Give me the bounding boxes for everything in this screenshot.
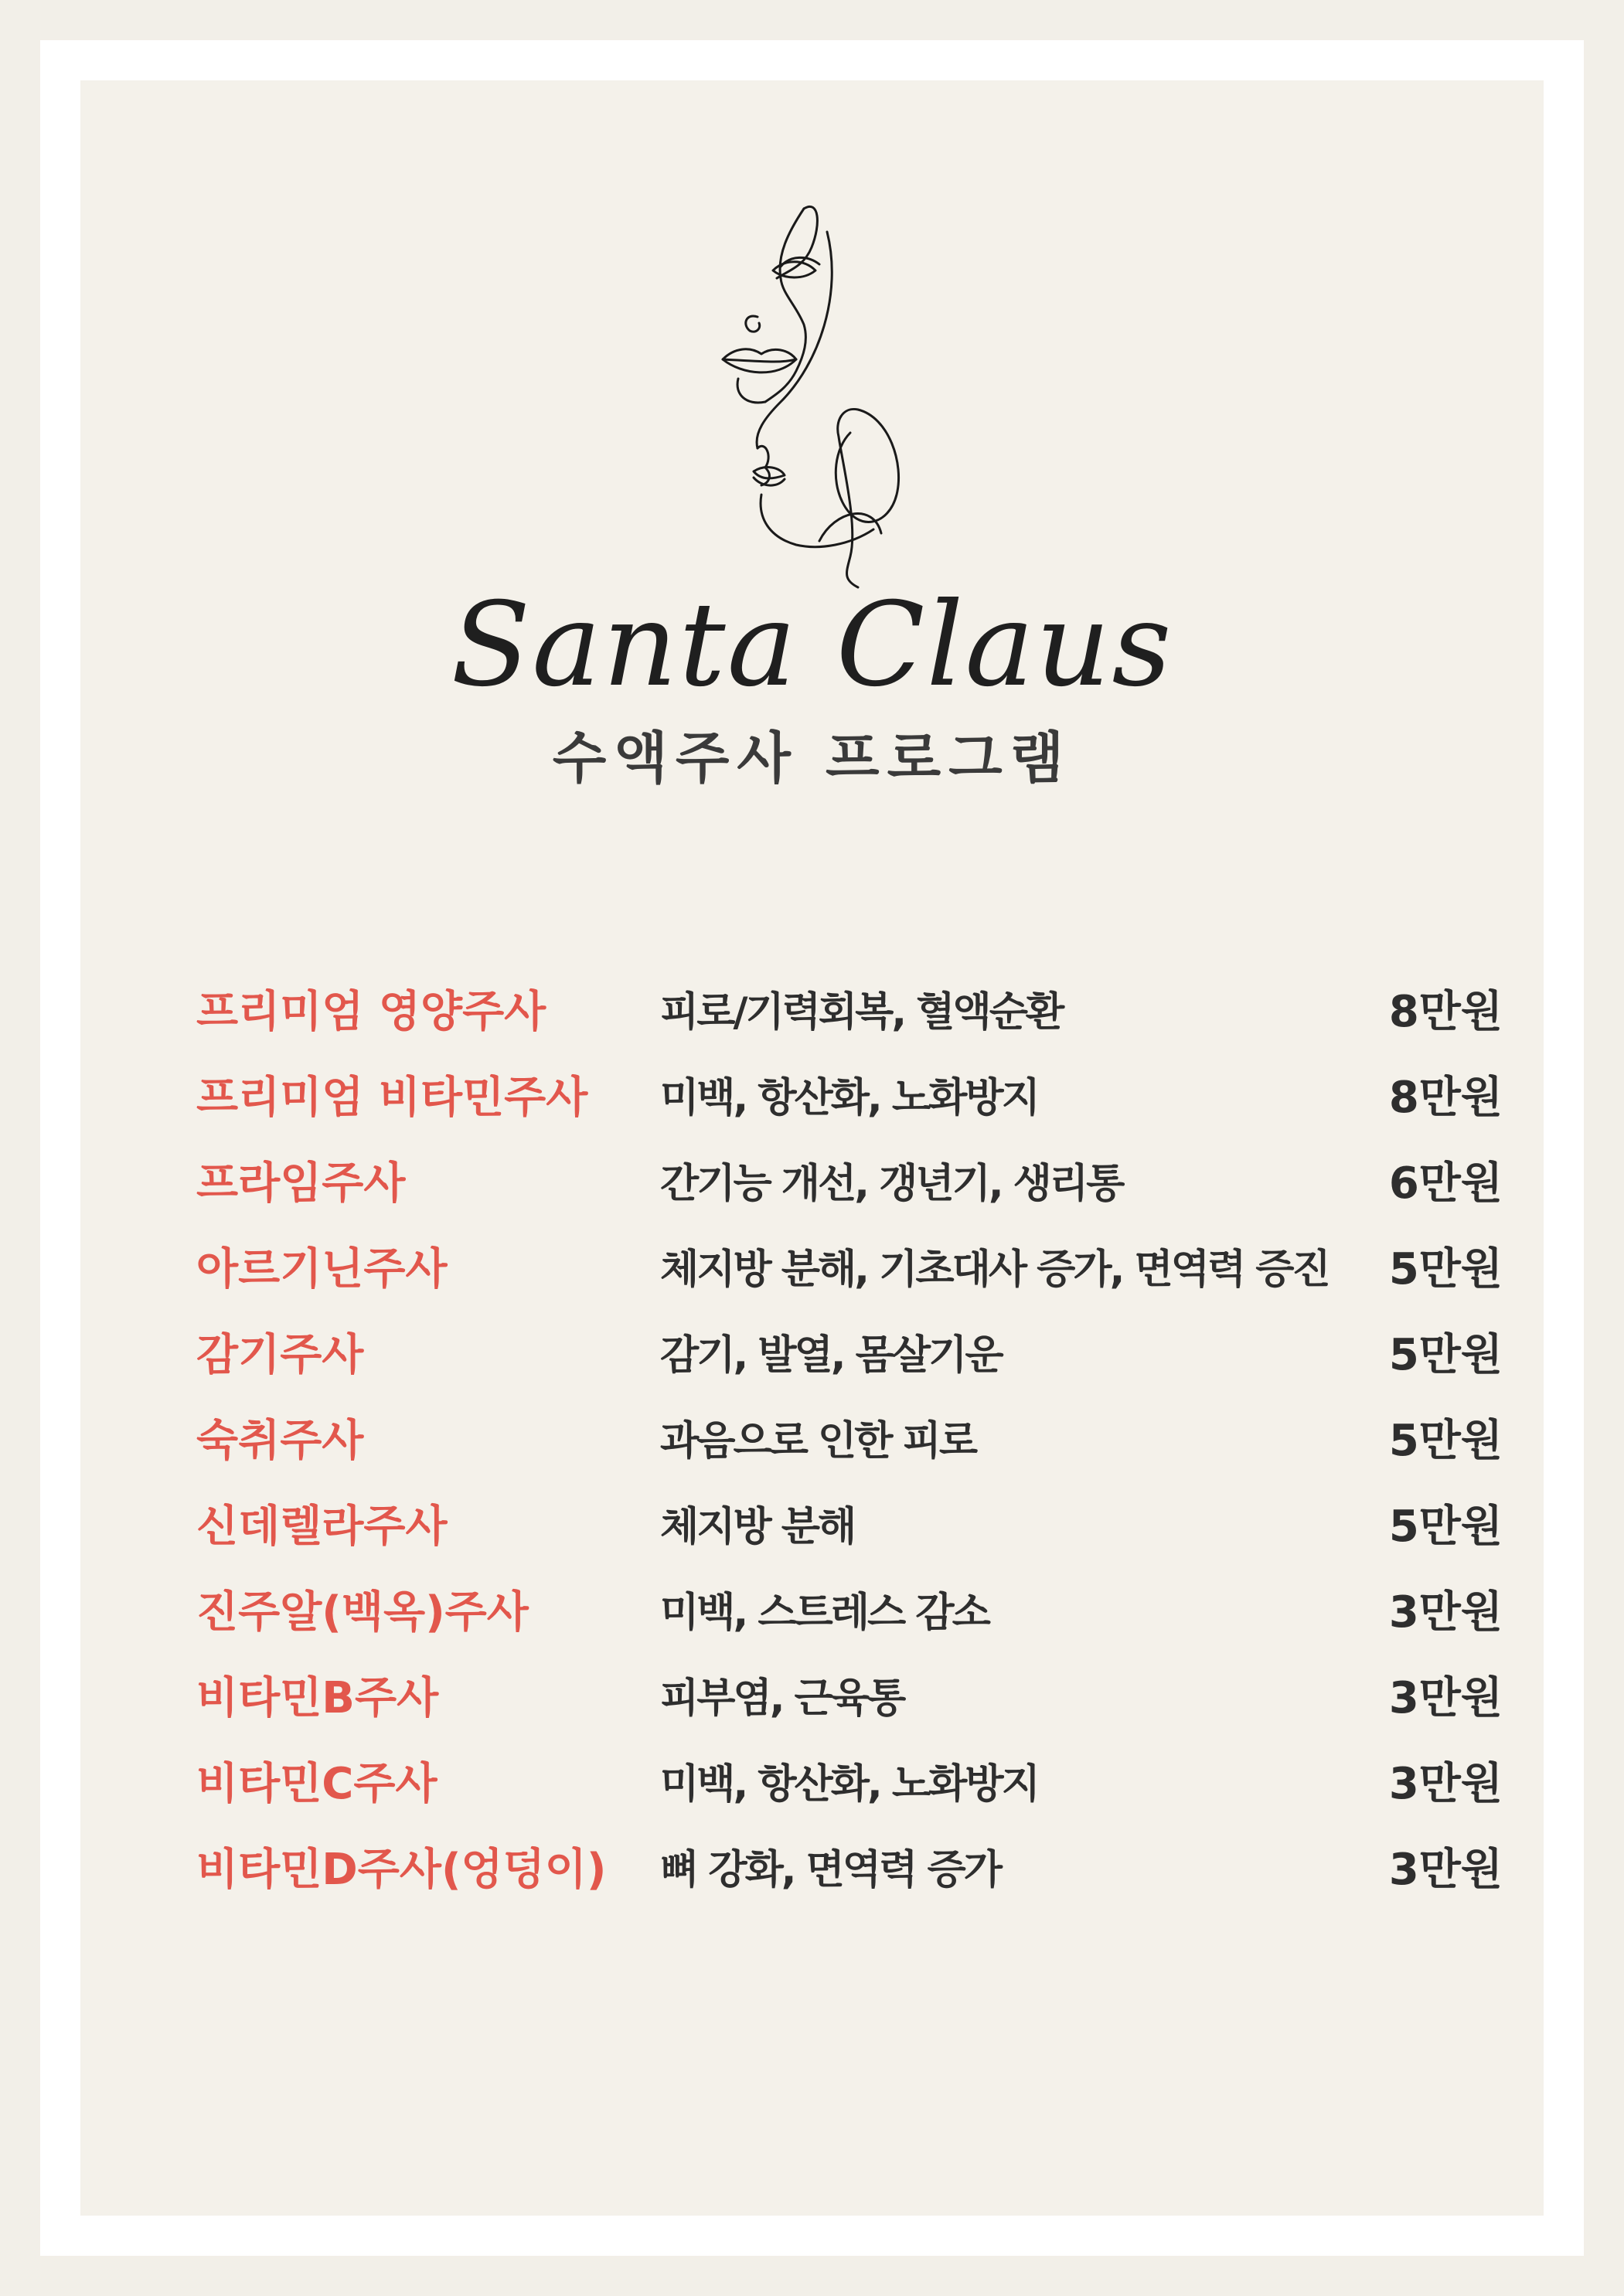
item-price: 3만원 <box>1388 1845 1503 1895</box>
item-description: 피로/기력회복, 혈액순환 <box>660 989 1063 1036</box>
list-item <box>196 988 1503 1073</box>
item-description: 과음으로 인한 피로 <box>660 1418 976 1464</box>
item-name: 프라임주사 <box>196 1158 406 1209</box>
item-price: 5만원 <box>1388 1502 1503 1552</box>
list-item <box>196 1845 1503 1931</box>
item-description: 미백, 스트레스 감소 <box>660 1590 989 1636</box>
list-item <box>196 1588 1503 1674</box>
item-price: 5만원 <box>1388 1244 1503 1294</box>
list-item <box>196 1159 1503 1245</box>
item-price: 3만원 <box>1388 1673 1503 1723</box>
list-item <box>196 1674 1503 1760</box>
list-item <box>196 1331 1503 1417</box>
price-list <box>196 988 1503 1931</box>
item-name: 비타민D주사(엉덩이) <box>196 1845 607 1895</box>
item-price: 3만원 <box>1388 1759 1503 1809</box>
item-price: 6만원 <box>1388 1158 1503 1209</box>
item-name: 아르기닌주사 <box>196 1244 448 1294</box>
item-description: 미백, 항산화, 노화방지 <box>660 1761 1038 1808</box>
item-price: 3만원 <box>1388 1587 1503 1638</box>
item-price: 5만원 <box>1388 1416 1503 1466</box>
item-name: 숙취주사 <box>196 1416 364 1466</box>
brand-name: Santa Claus <box>451 578 1173 713</box>
list-item <box>196 1245 1503 1331</box>
item-name: 비타민C주사 <box>196 1759 437 1809</box>
list-item <box>196 1760 1503 1845</box>
item-description: 미백, 항산화, 노화방지 <box>660 1075 1038 1121</box>
list-item <box>196 1073 1503 1159</box>
item-price: 8만원 <box>1388 987 1503 1037</box>
list-item <box>196 1502 1503 1588</box>
item-description: 간기능 개선, 갱년기, 생리통 <box>660 1161 1123 1207</box>
item-name: 프리미엄 비타민주사 <box>196 1073 588 1123</box>
item-description: 뼈 강화, 면역력 증가 <box>660 1847 1000 1893</box>
item-name: 감기주사 <box>196 1330 364 1380</box>
item-name: 비타민B주사 <box>196 1673 439 1723</box>
item-name: 프리미엄 영양주사 <box>196 987 546 1037</box>
list-item <box>196 1417 1503 1502</box>
item-description: 피부염, 근육통 <box>660 1675 904 1722</box>
item-name: 진주알(백옥)주사 <box>196 1587 529 1638</box>
page-title: 수액주사 프로그램 <box>552 726 1072 791</box>
item-price: 8만원 <box>1388 1073 1503 1123</box>
item-name: 신데렐라주사 <box>196 1502 448 1552</box>
item-price: 5만원 <box>1388 1330 1503 1380</box>
item-description: 체지방 분해 <box>660 1504 855 1550</box>
item-description: 감기, 발열, 몸살기운 <box>660 1332 1002 1379</box>
item-description: 체지방 분해, 기초대사 증가, 면역력 증진 <box>660 1247 1329 1293</box>
